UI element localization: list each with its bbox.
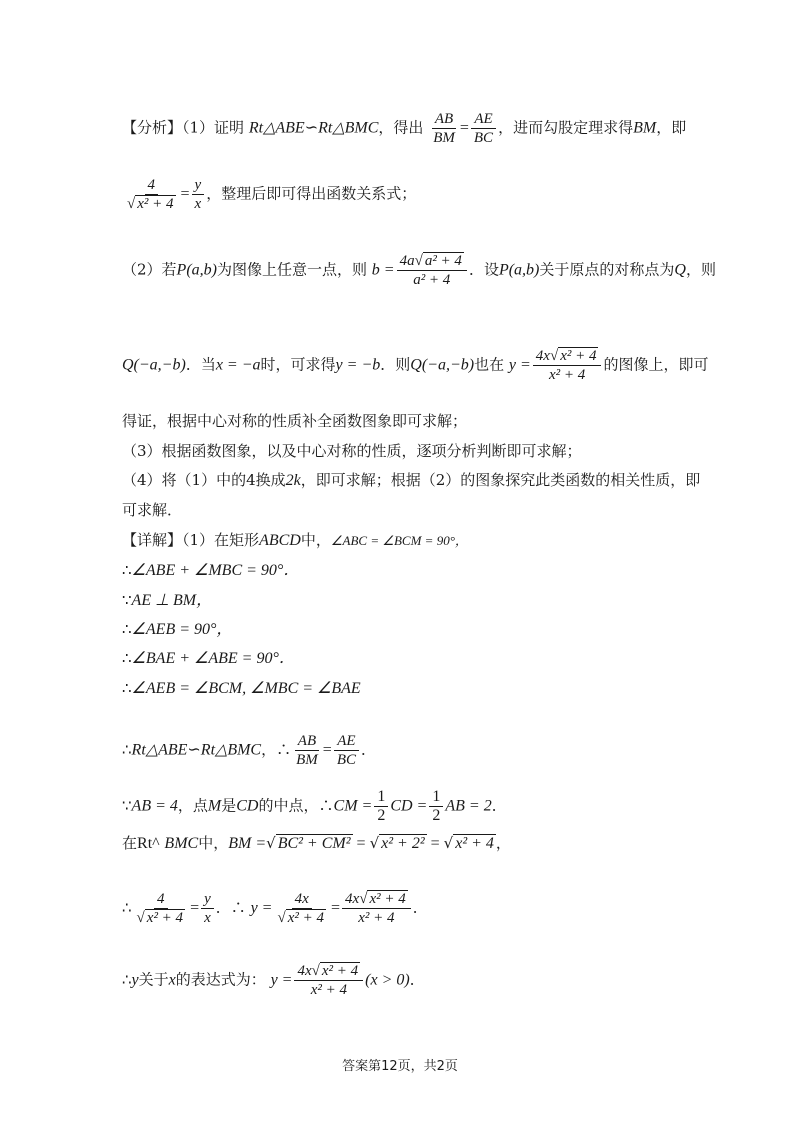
fraction-4-sqrt: $\frac{4}{\text{√ x² + 4}}$ [127, 177, 174, 212]
detail-line-10: ∴ $\frac{4}{\text{√ x² + 4}}$ = $\frac{y}{x}$ ．∴ y = $\frac{4x}{\text{√ x² + 4}}$ = $\frac{\text{4x√ x² + 4}}{\text{x² + 4}}$ ． [122, 891, 428, 926]
fraction-ae-bc: $\frac{AE}{BC}$ [471, 110, 496, 147]
detail-tag: 【详解】 [122, 531, 183, 549]
fraction-y-func: $\frac{\text{4x√ x² + 4}}{\text{x² + 4}}$ [533, 347, 602, 384]
fraction-ae-bc-2: $\frac{AE}{BC}$ [334, 732, 359, 769]
analysis-line-6: （3）根据函数图象，以及中心对称的性质，逐项分析判断即可求解； [122, 442, 582, 460]
analysis-line-1: 【分析】（1）证明 Rt△ABE∽Rt△BMC，得出 $\frac{AB}{BM}$ = $\frac{AE}{BC}$ ，进而勾股定理求得BM，即 [122, 111, 687, 146]
fraction-y-x-2: $\frac{y}{x}$ [201, 890, 214, 927]
detail-line-4: ∴∠AEB = 90°， [122, 620, 233, 638]
detail-line-3: ∵AE ⊥ BM， [122, 591, 213, 609]
analysis-line-2: $\frac{4}{\text{√ x² + 4}}$ = $\frac{y}{x}$ ，整理后即可得出函数关系式； [122, 176, 416, 213]
detail-line-7: ∴Rt△ABE∽Rt△BMC，∴ $\frac{AB}{BM}$ = $\frac{AE}{BC}$ ． [122, 733, 377, 768]
detail-line-1: 【详解】（1）在矩形ABCD中，∠ABC = ∠BCM = 90°， [122, 531, 468, 549]
fraction-ab-bm-2: $\frac{AB}{BM}$ [296, 733, 318, 768]
analysis-line-4: Q(−a,−b)．当x = −a时，可求得y = −b．则Q(−a,−b)也在 y = $\frac{\text{4x√ x² + 4}}{\text{x² + 4}}$ 的图像上，即可 [122, 348, 709, 383]
analysis-line-5: 得证，根据中心对称的性质补全函数图象即可求解； [122, 412, 468, 430]
fraction-4-sqrt-2: $\frac{4}{\text{√ x² + 4}}$ [136, 891, 184, 926]
detail-line-11: ∴y关于x的表达式为： y = $\frac{\text{4x√ x² + 4}}{\text{x² + 4}}$ (x > 0)． [122, 963, 425, 998]
detail-line-9: 在Rt^ BMC中，BM =√ BC² + CM² = √ x² + 2² = √ x² + 4 ， [122, 834, 511, 852]
analysis-line-8: 可求解． [122, 501, 183, 519]
detail-line-2: ∴∠ABE + ∠MBC = 90°． [122, 561, 300, 579]
fraction-y-final: $\frac{\text{4x√ x² + 4}}{\text{x² + 4}}$ [294, 962, 363, 999]
detail-line-6: ∴∠AEB = ∠BCM, ∠MBC = ∠BAE [122, 679, 361, 697]
analysis-line-3: （2）若P(a,b)为图像上任意一点，则 b = $\frac{\text{4a√ a² + 4}}{\text{a² + 4}}$ ．设P(a,b)关于原点的对称点为Q，则 [122, 253, 716, 288]
fraction-y-x: $\frac{y}{x}$ [192, 176, 205, 213]
page-footer: 答案第12页，共2页 [342, 1059, 458, 1074]
fraction-4x-sqrt: $\frac{4x}{\text{√ x² + 4}}$ [277, 891, 324, 926]
fraction-half-1: $\frac{1}{2}$ [374, 788, 388, 825]
fraction-y-func-2: $\frac{\text{4x√ x² + 4}}{\text{x² + 4}}$ [342, 890, 411, 927]
fraction-b: $\frac{\text{4a√ a² + 4}}{\text{a² + 4}}$ [397, 252, 467, 289]
fraction-half-2: $\frac{1}{2}$ [429, 788, 443, 825]
detail-line-8: ∵AB = 4，点M是CD的中点，∴CM = $\frac{1}{2}$ CD = $\frac{1}{2}$ AB = 2． [122, 788, 507, 824]
analysis-tag: 【分析】 [122, 118, 183, 137]
fraction-ab-bm: $\frac{AB}{BM}$ [433, 111, 455, 146]
analysis-line-7: （4）将（1）中的4换成2k，即可求解；根据（2）的图象探究此类函数的相关性质，即 [122, 471, 701, 489]
detail-line-5: ∴∠BAE + ∠ABE = 90°． [122, 649, 295, 667]
